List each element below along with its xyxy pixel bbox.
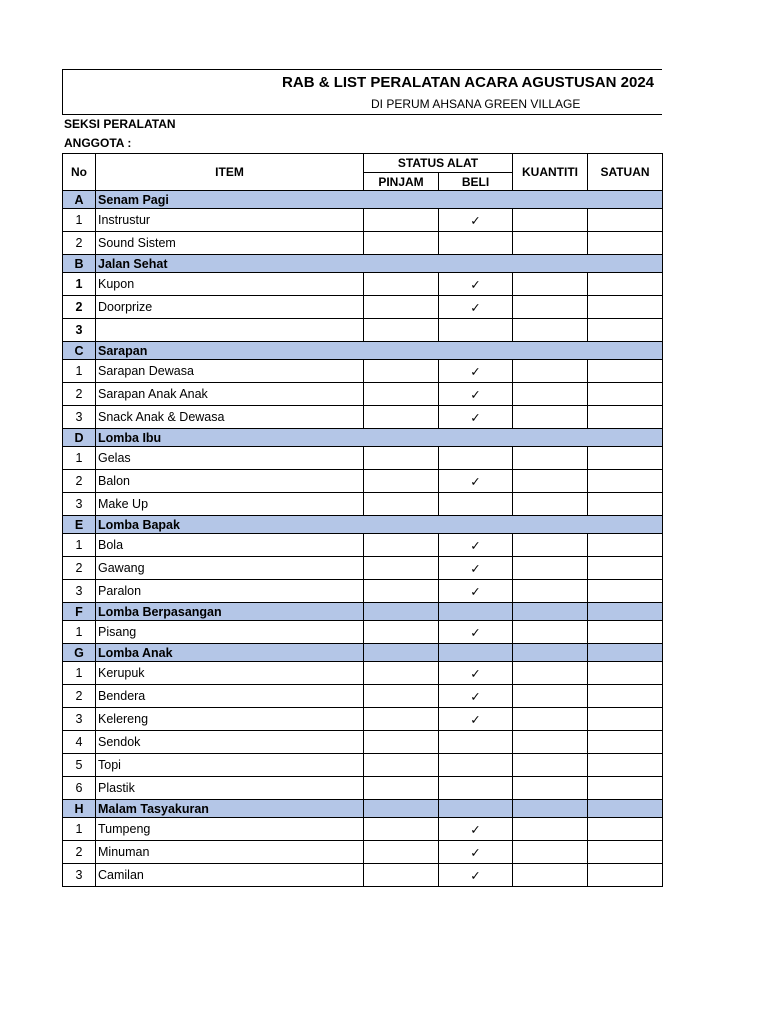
item-no[interactable]: 1 bbox=[63, 209, 96, 232]
satuan-cell[interactable] bbox=[588, 209, 663, 232]
item-name[interactable]: Snack Anak & Dewasa bbox=[96, 406, 364, 429]
satuan-cell[interactable] bbox=[588, 685, 663, 708]
item-no[interactable]: 1 bbox=[63, 273, 96, 296]
beli-cell[interactable] bbox=[439, 319, 513, 342]
kuantiti-cell[interactable] bbox=[513, 841, 588, 864]
table-row bbox=[63, 754, 663, 777]
beli-cell[interactable] bbox=[439, 777, 513, 800]
beli-cell[interactable] bbox=[439, 470, 513, 493]
table-body bbox=[63, 191, 663, 887]
item-name[interactable]: Doorprize bbox=[96, 296, 364, 319]
pinjam-cell[interactable] bbox=[364, 841, 439, 864]
table-row bbox=[63, 731, 663, 754]
item-name[interactable]: Kerupuk bbox=[96, 662, 364, 685]
item-name[interactable]: Sendok bbox=[96, 731, 364, 754]
check-mark-icon: ✓ bbox=[470, 213, 481, 228]
header-status-alat: STATUS ALAT bbox=[364, 154, 513, 173]
kuantiti-cell[interactable] bbox=[513, 818, 588, 841]
pinjam-cell[interactable] bbox=[364, 777, 439, 800]
pinjam-cell[interactable] bbox=[364, 708, 439, 731]
kuantiti-cell[interactable] bbox=[513, 662, 588, 685]
section-code[interactable]: B bbox=[63, 255, 96, 273]
header-no: No bbox=[63, 154, 96, 191]
beli-cell[interactable] bbox=[439, 731, 513, 754]
item-name[interactable]: Kupon bbox=[96, 273, 364, 296]
satuan-cell[interactable] bbox=[588, 447, 663, 470]
item-name[interactable]: Gawang bbox=[96, 557, 364, 580]
pinjam-cell[interactable] bbox=[364, 621, 439, 644]
pinjam-cell[interactable] bbox=[364, 534, 439, 557]
item-no[interactable]: 2 bbox=[63, 685, 96, 708]
section-code[interactable]: D bbox=[63, 429, 96, 447]
pinjam-cell[interactable] bbox=[364, 864, 439, 887]
section-code[interactable]: E bbox=[63, 516, 96, 534]
spreadsheet-page bbox=[62, 69, 662, 887]
table-row bbox=[63, 447, 663, 470]
section-row bbox=[63, 644, 663, 662]
satuan-cell[interactable] bbox=[588, 864, 663, 887]
equipment-table bbox=[62, 153, 663, 887]
item-name[interactable]: Sarapan Anak Anak bbox=[96, 383, 364, 406]
section-row bbox=[63, 603, 663, 621]
kuantiti-cell[interactable] bbox=[513, 731, 588, 754]
header-beli: BELI bbox=[439, 173, 513, 191]
item-name[interactable] bbox=[96, 319, 364, 342]
section-name[interactable]: Malam Tasyakuran bbox=[96, 800, 364, 818]
satuan-cell[interactable] bbox=[588, 580, 663, 603]
check-mark-icon: ✓ bbox=[470, 364, 481, 379]
item-no[interactable]: 2 bbox=[63, 383, 96, 406]
satuan-cell[interactable] bbox=[588, 319, 663, 342]
header-pinjam: PINJAM bbox=[364, 173, 439, 191]
kuantiti-cell[interactable] bbox=[513, 273, 588, 296]
satuan-cell[interactable] bbox=[588, 621, 663, 644]
section-code[interactable]: C bbox=[63, 342, 96, 360]
satuan-cell[interactable] bbox=[588, 818, 663, 841]
table-row bbox=[63, 319, 663, 342]
kuantiti-cell[interactable] bbox=[513, 319, 588, 342]
pinjam-cell[interactable] bbox=[364, 731, 439, 754]
table-row bbox=[63, 493, 663, 516]
beli-cell[interactable] bbox=[439, 662, 513, 685]
document-title: RAB & LIST PERALATAN ACARA AGUSTUSAN 2024 bbox=[282, 74, 654, 91]
section-row bbox=[63, 516, 663, 534]
satuan-cell[interactable] bbox=[588, 777, 663, 800]
beli-cell[interactable] bbox=[439, 232, 513, 255]
satuan-cell[interactable] bbox=[588, 296, 663, 319]
kuantiti-cell[interactable] bbox=[513, 708, 588, 731]
section-row bbox=[63, 255, 663, 273]
beli-cell[interactable] bbox=[439, 621, 513, 644]
check-mark-icon: ✓ bbox=[470, 538, 481, 553]
item-no[interactable]: 2 bbox=[63, 841, 96, 864]
item-no[interactable]: 2 bbox=[63, 557, 96, 580]
satuan-cell[interactable] bbox=[588, 470, 663, 493]
check-mark-icon: ✓ bbox=[470, 666, 481, 681]
kuantiti-cell[interactable] bbox=[513, 777, 588, 800]
pinjam-cell[interactable] bbox=[364, 360, 439, 383]
table-row bbox=[63, 777, 663, 800]
item-name[interactable]: Plastik bbox=[96, 777, 364, 800]
section-name[interactable]: Lomba Bapak bbox=[96, 516, 663, 534]
check-mark-icon: ✓ bbox=[470, 689, 481, 704]
section-name[interactable]: Lomba Ibu bbox=[96, 429, 663, 447]
section-empty-cell[interactable] bbox=[439, 644, 513, 662]
item-no[interactable]: 6 bbox=[63, 777, 96, 800]
kuantiti-cell[interactable] bbox=[513, 406, 588, 429]
table-row bbox=[63, 685, 663, 708]
anggota-label: ANGGOTA : bbox=[64, 136, 132, 150]
section-empty-cell[interactable] bbox=[513, 603, 588, 621]
header-satuan: SATUAN bbox=[588, 154, 663, 191]
table-row bbox=[63, 273, 663, 296]
table-row bbox=[63, 534, 663, 557]
pinjam-cell[interactable] bbox=[364, 296, 439, 319]
item-name[interactable]: Pisang bbox=[96, 621, 364, 644]
section-code[interactable]: F bbox=[63, 603, 96, 621]
beli-cell[interactable] bbox=[439, 685, 513, 708]
pinjam-cell[interactable] bbox=[364, 273, 439, 296]
section-code[interactable]: H bbox=[63, 800, 96, 818]
item-no[interactable]: 2 bbox=[63, 232, 96, 255]
table-row bbox=[63, 406, 663, 429]
item-no[interactable]: 1 bbox=[63, 818, 96, 841]
beli-cell[interactable] bbox=[439, 493, 513, 516]
section-code[interactable]: A bbox=[63, 191, 96, 209]
kuantiti-cell[interactable] bbox=[513, 580, 588, 603]
beli-cell[interactable] bbox=[439, 296, 513, 319]
table-row bbox=[63, 864, 663, 887]
table-row bbox=[63, 383, 663, 406]
kuantiti-cell[interactable] bbox=[513, 209, 588, 232]
beli-cell[interactable] bbox=[439, 818, 513, 841]
beli-cell[interactable] bbox=[439, 557, 513, 580]
kuantiti-cell[interactable] bbox=[513, 493, 588, 516]
item-no[interactable]: 3 bbox=[63, 493, 96, 516]
pinjam-cell[interactable] bbox=[364, 818, 439, 841]
item-no[interactable]: 3 bbox=[63, 708, 96, 731]
beli-cell[interactable] bbox=[439, 383, 513, 406]
pinjam-cell[interactable] bbox=[364, 447, 439, 470]
section-row bbox=[63, 429, 663, 447]
kuantiti-cell[interactable] bbox=[513, 296, 588, 319]
beli-cell[interactable] bbox=[439, 580, 513, 603]
item-no[interactable]: 2 bbox=[63, 470, 96, 493]
kuantiti-cell[interactable] bbox=[513, 470, 588, 493]
section-row bbox=[63, 800, 663, 818]
item-name[interactable]: Camilan bbox=[96, 864, 364, 887]
satuan-cell[interactable] bbox=[588, 841, 663, 864]
item-no[interactable]: 3 bbox=[63, 319, 96, 342]
title-block bbox=[62, 69, 662, 115]
check-mark-icon: ✓ bbox=[470, 712, 481, 727]
table-row bbox=[63, 621, 663, 644]
check-mark-icon: ✓ bbox=[470, 584, 481, 599]
item-name[interactable]: Kelereng bbox=[96, 708, 364, 731]
check-mark-icon: ✓ bbox=[470, 625, 481, 640]
item-name[interactable]: Sound Sistem bbox=[96, 232, 364, 255]
item-name[interactable]: Instrustur bbox=[96, 209, 364, 232]
section-empty-cell[interactable] bbox=[588, 603, 663, 621]
pinjam-cell[interactable] bbox=[364, 470, 439, 493]
item-name[interactable]: Balon bbox=[96, 470, 364, 493]
pinjam-cell[interactable] bbox=[364, 754, 439, 777]
item-name[interactable]: Paralon bbox=[96, 580, 364, 603]
item-name[interactable]: Sarapan Dewasa bbox=[96, 360, 364, 383]
item-name[interactable]: Bola bbox=[96, 534, 364, 557]
section-empty-cell[interactable] bbox=[588, 644, 663, 662]
kuantiti-cell[interactable] bbox=[513, 383, 588, 406]
section-empty-cell[interactable] bbox=[513, 800, 588, 818]
satuan-cell[interactable] bbox=[588, 360, 663, 383]
check-mark-icon: ✓ bbox=[470, 474, 481, 489]
beli-cell[interactable] bbox=[439, 754, 513, 777]
satuan-cell[interactable] bbox=[588, 731, 663, 754]
satuan-cell[interactable] bbox=[588, 493, 663, 516]
table-row bbox=[63, 841, 663, 864]
section-name[interactable]: Lomba Anak bbox=[96, 644, 364, 662]
item-no[interactable]: 3 bbox=[63, 580, 96, 603]
item-name[interactable]: Make Up bbox=[96, 493, 364, 516]
kuantiti-cell[interactable] bbox=[513, 864, 588, 887]
document-subtitle: DI PERUM AHSANA GREEN VILLAGE bbox=[371, 97, 581, 111]
beli-cell[interactable] bbox=[439, 273, 513, 296]
check-mark-icon: ✓ bbox=[470, 387, 481, 402]
check-mark-icon: ✓ bbox=[470, 845, 481, 860]
check-mark-icon: ✓ bbox=[470, 822, 481, 837]
satuan-cell[interactable] bbox=[588, 534, 663, 557]
table-row bbox=[63, 470, 663, 493]
pinjam-cell[interactable] bbox=[364, 232, 439, 255]
item-name[interactable]: Topi bbox=[96, 754, 364, 777]
satuan-cell[interactable] bbox=[588, 273, 663, 296]
item-no[interactable]: 2 bbox=[63, 296, 96, 319]
item-no[interactable]: 1 bbox=[63, 360, 96, 383]
table-row bbox=[63, 232, 663, 255]
pinjam-cell[interactable] bbox=[364, 685, 439, 708]
kuantiti-cell[interactable] bbox=[513, 534, 588, 557]
section-empty-cell[interactable] bbox=[588, 800, 663, 818]
kuantiti-cell[interactable] bbox=[513, 685, 588, 708]
seksi-label: SEKSI PERALATAN bbox=[64, 117, 176, 131]
item-name[interactable]: Tumpeng bbox=[96, 818, 364, 841]
pinjam-cell[interactable] bbox=[364, 662, 439, 685]
section-row bbox=[63, 191, 663, 209]
pinjam-cell[interactable] bbox=[364, 209, 439, 232]
section-empty-cell[interactable] bbox=[364, 644, 439, 662]
item-no[interactable]: 3 bbox=[63, 864, 96, 887]
table-row bbox=[63, 209, 663, 232]
item-name[interactable]: Minuman bbox=[96, 841, 364, 864]
kuantiti-cell[interactable] bbox=[513, 557, 588, 580]
item-no[interactable]: 1 bbox=[63, 447, 96, 470]
item-name[interactable]: Bendera bbox=[96, 685, 364, 708]
header-item: ITEM bbox=[96, 154, 364, 191]
section-row bbox=[63, 342, 663, 360]
item-no[interactable]: 1 bbox=[63, 662, 96, 685]
section-empty-cell[interactable] bbox=[439, 603, 513, 621]
item-no[interactable]: 1 bbox=[63, 534, 96, 557]
section-empty-cell[interactable] bbox=[513, 644, 588, 662]
check-mark-icon: ✓ bbox=[470, 410, 481, 425]
section-name[interactable]: Lomba Berpasangan bbox=[96, 603, 364, 621]
section-name[interactable]: Senam Pagi bbox=[96, 191, 663, 209]
satuan-cell[interactable] bbox=[588, 232, 663, 255]
beli-cell[interactable] bbox=[439, 360, 513, 383]
satuan-cell[interactable] bbox=[588, 406, 663, 429]
pinjam-cell[interactable] bbox=[364, 580, 439, 603]
section-name[interactable]: Jalan Sehat bbox=[96, 255, 663, 273]
item-no[interactable]: 4 bbox=[63, 731, 96, 754]
satuan-cell[interactable] bbox=[588, 662, 663, 685]
table-row bbox=[63, 360, 663, 383]
kuantiti-cell[interactable] bbox=[513, 360, 588, 383]
item-no[interactable]: 5 bbox=[63, 754, 96, 777]
beli-cell[interactable] bbox=[439, 864, 513, 887]
table-row bbox=[63, 580, 663, 603]
satuan-cell[interactable] bbox=[588, 383, 663, 406]
item-name[interactable]: Gelas bbox=[96, 447, 364, 470]
table-row bbox=[63, 818, 663, 841]
table-row bbox=[63, 662, 663, 685]
check-mark-icon: ✓ bbox=[470, 277, 481, 292]
beli-cell[interactable] bbox=[439, 534, 513, 557]
section-empty-cell[interactable] bbox=[364, 800, 439, 818]
kuantiti-cell[interactable] bbox=[513, 754, 588, 777]
section-empty-cell[interactable] bbox=[364, 603, 439, 621]
beli-cell[interactable] bbox=[439, 841, 513, 864]
beli-cell[interactable] bbox=[439, 406, 513, 429]
table-row bbox=[63, 557, 663, 580]
beli-cell[interactable] bbox=[439, 708, 513, 731]
beli-cell[interactable] bbox=[439, 447, 513, 470]
item-no[interactable]: 3 bbox=[63, 406, 96, 429]
pinjam-cell[interactable] bbox=[364, 406, 439, 429]
section-empty-cell[interactable] bbox=[439, 800, 513, 818]
table-row bbox=[63, 708, 663, 731]
pinjam-cell[interactable] bbox=[364, 557, 439, 580]
check-mark-icon: ✓ bbox=[470, 300, 481, 315]
check-mark-icon: ✓ bbox=[470, 868, 481, 883]
satuan-cell[interactable] bbox=[588, 708, 663, 731]
header-kuantiti: KUANTITI bbox=[513, 154, 588, 191]
kuantiti-cell[interactable] bbox=[513, 447, 588, 470]
pinjam-cell[interactable] bbox=[364, 493, 439, 516]
item-no[interactable]: 1 bbox=[63, 621, 96, 644]
section-name[interactable]: Sarapan bbox=[96, 342, 663, 360]
pinjam-cell[interactable] bbox=[364, 383, 439, 406]
check-mark-icon: ✓ bbox=[470, 561, 481, 576]
beli-cell[interactable] bbox=[439, 209, 513, 232]
section-code[interactable]: G bbox=[63, 644, 96, 662]
table-row bbox=[63, 296, 663, 319]
kuantiti-cell[interactable] bbox=[513, 232, 588, 255]
satuan-cell[interactable] bbox=[588, 557, 663, 580]
pinjam-cell[interactable] bbox=[364, 319, 439, 342]
kuantiti-cell[interactable] bbox=[513, 621, 588, 644]
satuan-cell[interactable] bbox=[588, 754, 663, 777]
